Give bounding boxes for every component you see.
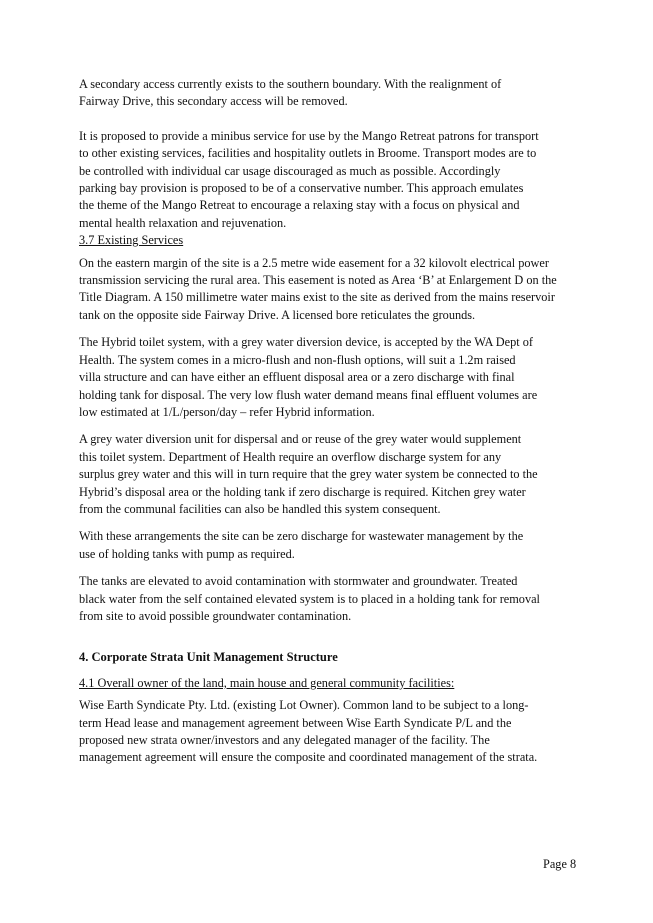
paragraph-owner <box>79 697 599 767</box>
text-line: It is proposed to provide a minibus service for use by the Mango Retreat patrons for transport <box>79 128 539 143</box>
text-line: from site to avoid possible groundwater contamination. <box>79 608 352 623</box>
paragraph-easement <box>79 255 599 325</box>
text-line: With these arrangements the site can be zero discharge for wastewater management by the <box>79 529 524 544</box>
text-line: On the eastern margin of the site is a 2.5 metre wide easement for a 32 kilovolt electrical power <box>79 255 549 270</box>
text-line: Wise Earth Syndicate Pty. Ltd. (existing Lot Owner). Common land to be subject to a long- <box>79 698 529 713</box>
text-line: mental health relaxation and rejuvenation. <box>79 215 287 230</box>
text-line: from the communal facilities can also be handled this system consequent. <box>79 501 441 516</box>
text-line: tank on the opposite side Fairway Drive. A licensed bore reticulates the grounds. <box>79 307 476 322</box>
text-line: transmission servicing the rural area. This easement is noted as Area ‘B’ at Enlargement D on the <box>79 273 557 288</box>
text-line: surplus grey water and this will in turn require that the grey water system be connected to the <box>79 467 538 482</box>
text-line: this toilet system. Department of Health require an overflow discharge system for any <box>79 449 502 464</box>
document-page <box>79 76 599 767</box>
text-line: use of holding tanks with pump as required. <box>79 546 295 561</box>
paragraph-tanks <box>79 573 599 625</box>
text-line: villa structure and can have either an effluent disposal area or a zero discharge with final <box>79 370 515 385</box>
section-heading-4: 4. Corporate Strata Unit Management Structure <box>79 650 338 665</box>
text-line: The Hybrid toilet system, with a grey water diversion device, is accepted by the WA Dept of <box>79 335 533 350</box>
text-line: A secondary access currently exists to the southern boundary. With the realignment of <box>79 77 502 91</box>
text-line: Title Diagram. A 150 millimetre water mains exist to the site as derived from the mains reservoir <box>79 290 555 305</box>
text-line: holding tank for disposal. The very low flush water demand means final effluent volumes are <box>79 387 538 402</box>
paragraph-grey-water <box>79 431 599 518</box>
page-number: Page 8 <box>543 857 577 871</box>
paragraph-zero-discharge <box>79 528 599 563</box>
text-line: term Head lease and management agreement between Wise Earth Syndicate P/L and the <box>79 715 512 730</box>
text-line: black water from the self contained elevated system is to placed in a holding tank for removal <box>79 591 540 606</box>
text-line: parking bay provision is proposed to be of a conservative number. This approach emulates <box>79 181 524 196</box>
text-line: Hybrid’s disposal area or the holding tank if zero discharge is required. Kitchen grey water <box>79 484 526 499</box>
text-line: be controlled with individual car usage discouraged as much as possible. Accordingly <box>79 163 501 178</box>
text-line: Fairway Drive, this secondary access will be removed. <box>79 94 348 109</box>
text-line: low estimated at 1/L/person/day – refer Hybrid information. <box>79 404 375 419</box>
text-line: the theme of the Mango Retreat to encourage a relaxing stay with a focus on physical and <box>79 198 520 213</box>
text-line: A grey water diversion unit for dispersal and or reuse of the grey water would supplement <box>79 432 522 447</box>
paragraph-secondary-access <box>79 76 599 111</box>
text-line: proposed new strata owner/investors and any delegated manager of the facility. The <box>79 733 490 747</box>
paragraph-minibus <box>79 128 599 232</box>
text-line: Health. The system comes in a micro-flush and non-flush options, will suit a 1.2m raised <box>79 352 516 367</box>
section-heading-3-7: 3.7 Existing Services <box>79 233 184 248</box>
paragraph-hybrid-toilet <box>79 334 599 421</box>
subsection-heading-4-1: 4.1 Overall owner of the land, main house and general community facilities: <box>79 675 455 690</box>
text-line: management agreement will ensure the composite and coordinated management of the strata. <box>79 750 538 765</box>
text-line: to other existing services, facilities and hospitality outlets in Broome. Transport modes are to <box>79 146 537 161</box>
text-line: The tanks are elevated to avoid contamination with stormwater and groundwater. Treated <box>79 574 518 589</box>
